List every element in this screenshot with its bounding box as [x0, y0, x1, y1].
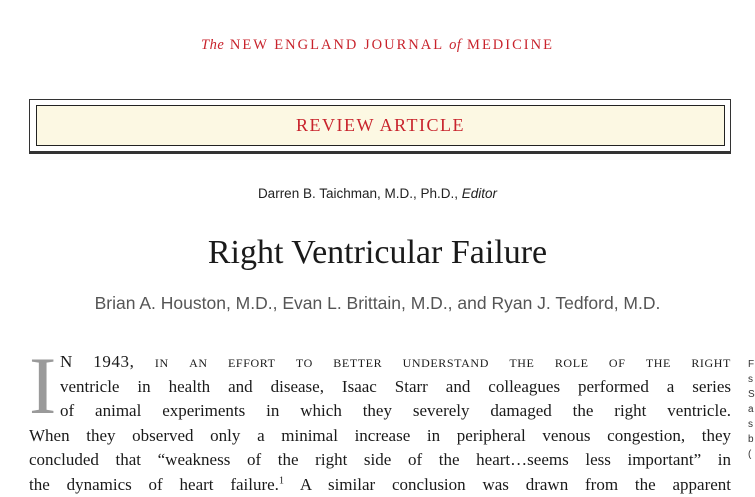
- adjacent-column-fragment: [748, 357, 755, 462]
- body-line-4: When they observed only a minimal increase in peripheral venous congestion, they: [29, 425, 731, 445]
- article-authors: Brian A. Houston, M.D., Evan L. Brittain, M.D., and Ryan J. Tedford, M.D.: [94, 293, 661, 313]
- side-char: F: [748, 359, 755, 370]
- article-type-banner: [29, 99, 731, 154]
- editor-credit: [0, 186, 755, 201]
- body-line-2: ventricle in health and disease, Isaac Starr and colleagues performed a series: [60, 376, 731, 396]
- article-type-banner-inner: [36, 105, 725, 146]
- side-char: S: [748, 389, 755, 400]
- article-type-label: REVIEW ARTICLE: [295, 115, 466, 135]
- body-line-6: [29, 473, 731, 497]
- side-char: (: [748, 449, 752, 460]
- drop-cap: I: [29, 340, 57, 431]
- body-line-1: N 1943, in an effort to better understand the role of the right: [60, 352, 731, 371]
- body-line-6-start: the dynamics of heart failure.: [29, 474, 279, 494]
- masthead-part1: NEW ENGLAND JOURNAL: [229, 37, 444, 53]
- editor-role: Editor: [461, 186, 498, 201]
- article-body: [29, 340, 731, 497]
- reference-superscript: 1: [278, 474, 284, 486]
- masthead-part2: MEDICINE: [467, 37, 554, 53]
- body-line-5: concluded that “weakness of the right side of the heart…seems less important” in: [29, 450, 731, 469]
- journal-masthead: [0, 37, 755, 54]
- side-char: s: [748, 419, 753, 430]
- masthead-of: of: [449, 37, 462, 53]
- article-title: Right Ventricular Failure: [207, 234, 548, 271]
- side-char: b: [748, 434, 754, 445]
- masthead-the: The: [201, 37, 225, 53]
- side-char: s: [748, 374, 753, 385]
- body-line-3: of animal experiments in which they severely damaged the right ventricle.: [60, 401, 731, 420]
- editor-name: Darren B. Taichman, M.D., Ph.D.,: [257, 186, 459, 201]
- side-char: a: [748, 404, 754, 415]
- body-line-6-end: A similar conclusion was drawn from the apparent: [283, 474, 731, 494]
